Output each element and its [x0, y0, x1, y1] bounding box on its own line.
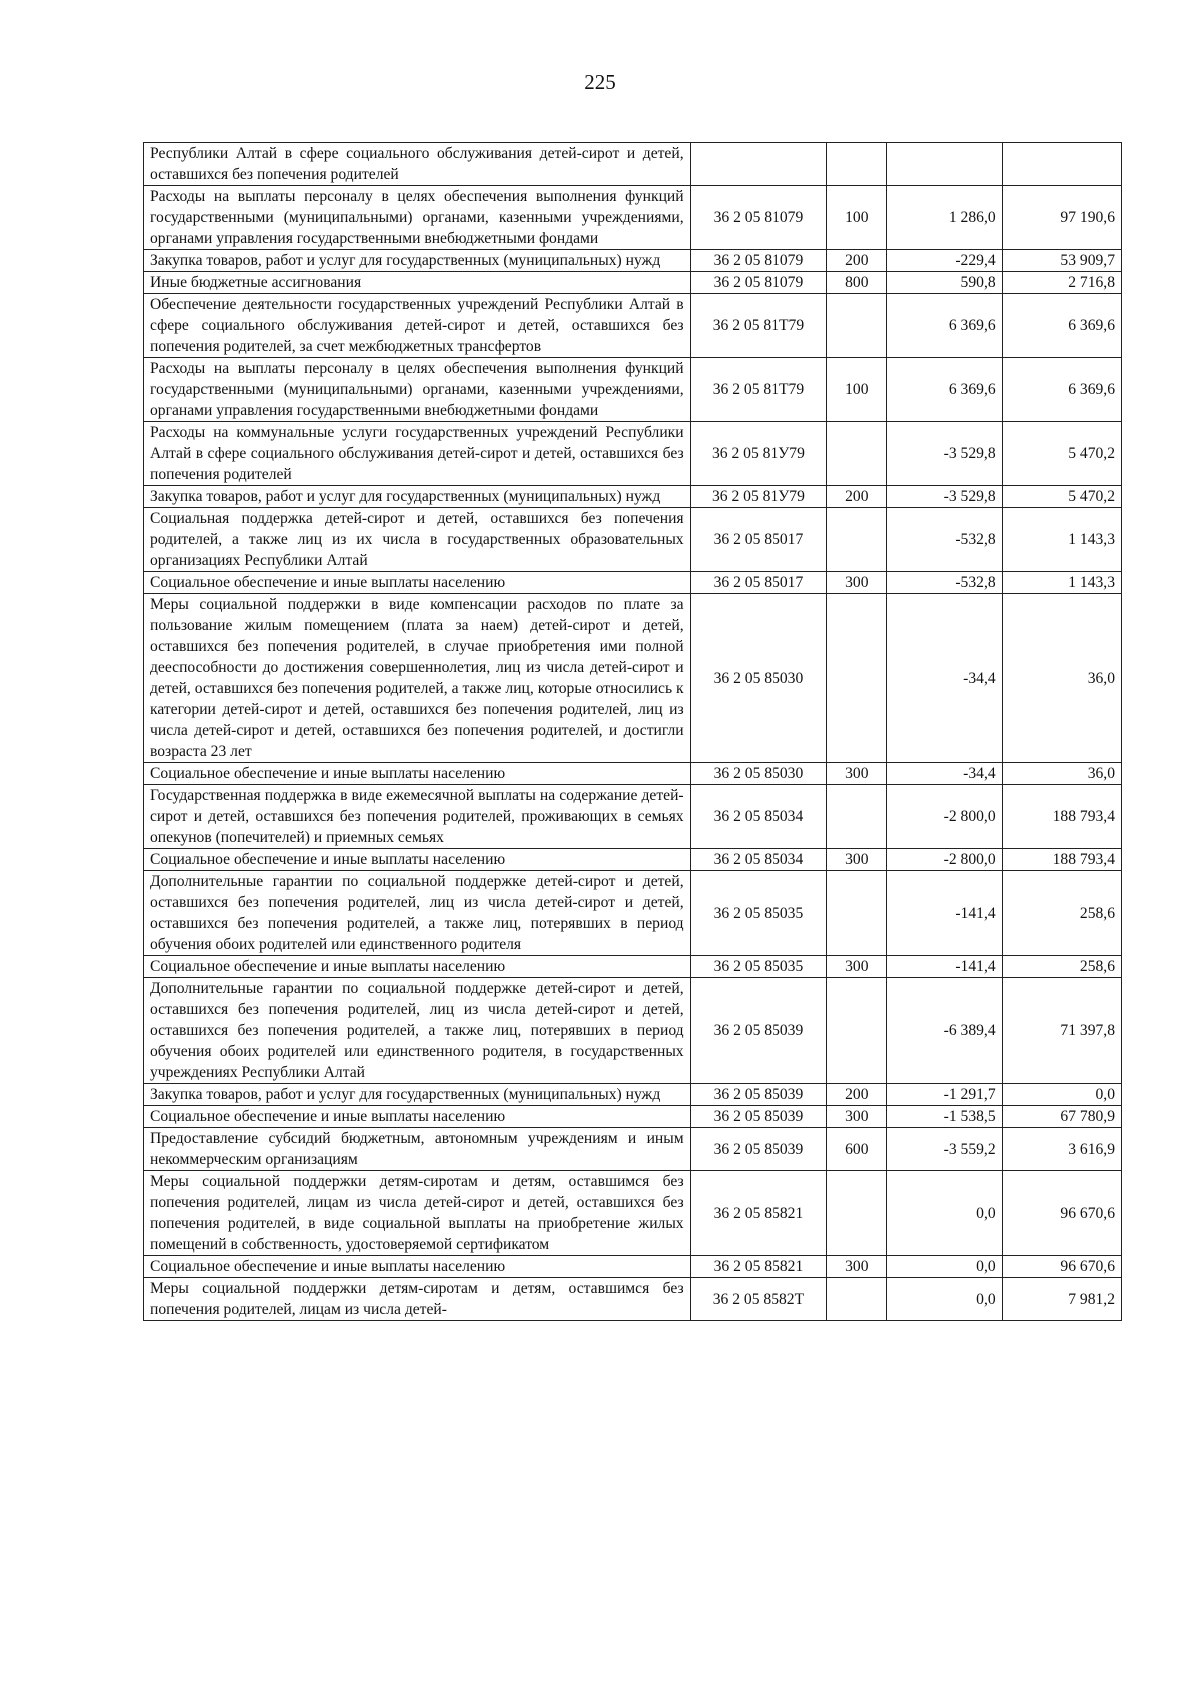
row-target-code: 36 2 05 85030 [690, 594, 827, 763]
row-expense-type [827, 785, 887, 849]
row-change-amount: 6 369,6 [887, 294, 1002, 358]
row-change-amount: -532,8 [887, 572, 1002, 594]
row-total-amount: 53 909,7 [1002, 250, 1121, 272]
row-expense-type: 800 [827, 272, 887, 294]
budget-table [143, 142, 1122, 1321]
row-change-amount: 1 286,0 [887, 186, 1002, 250]
table-row [144, 358, 1122, 422]
row-change-amount: 0,0 [887, 1171, 1002, 1256]
row-expense-type: 600 [827, 1128, 887, 1171]
budget-table-body [144, 143, 1122, 1321]
row-change-amount: -3 529,8 [887, 486, 1002, 508]
row-expense-type: 200 [827, 486, 887, 508]
row-total-amount: 258,6 [1002, 871, 1121, 956]
row-change-amount: -141,4 [887, 871, 1002, 956]
row-target-code [690, 143, 827, 186]
row-total-amount: 258,6 [1002, 956, 1121, 978]
row-target-code: 36 2 05 81079 [690, 186, 827, 250]
table-row [144, 272, 1122, 294]
row-description: Закупка товаров, работ и услуг для государственных (муниципальных) нужд [144, 250, 691, 272]
table-row [144, 572, 1122, 594]
row-description: Социальная поддержка детей-сирот и детей, оставшихся без попечения родителей, а также лиц из их числа в государственных образовательных организациях Республики Алтай [144, 508, 691, 572]
row-expense-type: 300 [827, 572, 887, 594]
row-change-amount: -141,4 [887, 956, 1002, 978]
row-total-amount: 36,0 [1002, 594, 1121, 763]
row-expense-type [827, 294, 887, 358]
row-description: Дополнительные гарантии по социальной поддержке детей-сирот и детей, оставшихся без попечения родителей, лиц из числа детей-сирот и детей, оставшихся без попечения родителей, а также лиц, потерявших в период обучения обоих родителей или единственного родителя, в государственных учреждениях Республики Алтай [144, 978, 691, 1084]
row-target-code: 36 2 05 8582Т [690, 1278, 827, 1321]
table-row [144, 1256, 1122, 1278]
row-expense-type: 100 [827, 186, 887, 250]
row-description: Расходы на выплаты персоналу в целях обеспечения выполнения функций государственными (муниципальными) органами, казенными учреждениями, органами управления государственными внебюджетными фондами [144, 358, 691, 422]
row-change-amount: -2 800,0 [887, 785, 1002, 849]
table-row [144, 785, 1122, 849]
row-change-amount [887, 143, 1002, 186]
table-row [144, 871, 1122, 956]
row-target-code: 36 2 05 81У79 [690, 486, 827, 508]
table-row [144, 1171, 1122, 1256]
row-target-code: 36 2 05 81У79 [690, 422, 827, 486]
row-description: Социальное обеспечение и иные выплаты населению [144, 849, 691, 871]
table-row [144, 1084, 1122, 1106]
row-expense-type [827, 594, 887, 763]
table-row [144, 978, 1122, 1084]
row-target-code: 36 2 05 85035 [690, 871, 827, 956]
row-target-code: 36 2 05 85030 [690, 763, 827, 785]
row-total-amount: 67 780,9 [1002, 1106, 1121, 1128]
row-description: Предоставление субсидий бюджетным, автономным учреждениям и иным некоммерческим организациям [144, 1128, 691, 1171]
row-target-code: 36 2 05 85035 [690, 956, 827, 978]
row-change-amount: -34,4 [887, 594, 1002, 763]
row-expense-type [827, 1171, 887, 1256]
row-total-amount: 97 190,6 [1002, 186, 1121, 250]
row-total-amount: 71 397,8 [1002, 978, 1121, 1084]
row-expense-type [827, 978, 887, 1084]
row-change-amount: -1 538,5 [887, 1106, 1002, 1128]
row-description: Социальное обеспечение и иные выплаты населению [144, 1256, 691, 1278]
row-description: Дополнительные гарантии по социальной поддержке детей-сирот и детей, оставшихся без попечения родителей, лиц из числа детей-сирот и детей, оставшихся без попечения родителей, а также лиц, потерявших в период обучения обоих родителей или единственного родителя [144, 871, 691, 956]
row-change-amount: -2 800,0 [887, 849, 1002, 871]
row-expense-type [827, 508, 887, 572]
table-row [144, 486, 1122, 508]
row-description: Обеспечение деятельности государственных учреждений Республики Алтай в сфере социального обслуживания детей-сирот и детей, оставшихся без попечения родителей, за счет межбюджетных трансфертов [144, 294, 691, 358]
table-row [144, 294, 1122, 358]
row-total-amount: 3 616,9 [1002, 1128, 1121, 1171]
row-target-code: 36 2 05 81Т79 [690, 358, 827, 422]
table-row [144, 508, 1122, 572]
row-expense-type [827, 143, 887, 186]
table-row [144, 1106, 1122, 1128]
row-change-amount: -1 291,7 [887, 1084, 1002, 1106]
row-total-amount: 5 470,2 [1002, 486, 1121, 508]
row-change-amount: 590,8 [887, 272, 1002, 294]
row-expense-type: 100 [827, 358, 887, 422]
row-target-code: 36 2 05 85821 [690, 1171, 827, 1256]
row-description: Меры социальной поддержки детям-сиротам и детям, оставшимся без попечения родителей, лицам из числа детей-сирот и детей, оставшихся без попечения родителей, в виде социальной выплаты на приобретение жилых помещений в собственность, удостоверяемой сертификатом [144, 1171, 691, 1256]
row-target-code: 36 2 05 81Т79 [690, 294, 827, 358]
row-target-code: 36 2 05 85039 [690, 1084, 827, 1106]
row-expense-type: 300 [827, 763, 887, 785]
table-row [144, 849, 1122, 871]
row-total-amount: 1 143,3 [1002, 572, 1121, 594]
row-expense-type [827, 871, 887, 956]
row-description: Расходы на выплаты персоналу в целях обеспечения выполнения функций государственными (муниципальными) органами, казенными учреждениями, органами управления государственными внебюджетными фондами [144, 186, 691, 250]
row-target-code: 36 2 05 81079 [690, 250, 827, 272]
row-total-amount: 96 670,6 [1002, 1171, 1121, 1256]
row-change-amount: 6 369,6 [887, 358, 1002, 422]
row-expense-type [827, 1278, 887, 1321]
row-total-amount: 1 143,3 [1002, 508, 1121, 572]
row-total-amount: 5 470,2 [1002, 422, 1121, 486]
row-description: Меры социальной поддержки в виде компенсации расходов по плате за пользование жилым помещением (плата за наем) детей-сирот и детей, оставшихся без попечения родителей, в случае приобретения ими полной дееспособности до достижения совершеннолетия, лиц из числа детей-сирот и детей, оставшихся без попечения родителей, а также лиц, которые относились к категории детей-сирот и детей, оставшихся без попечения родителей, лиц из числа детей-сирот и детей, оставшихся без попечения родителей, и достигли возраста 23 лет [144, 594, 691, 763]
table-row [144, 143, 1122, 186]
row-target-code: 36 2 05 85821 [690, 1256, 827, 1278]
row-description: Иные бюджетные ассигнования [144, 272, 691, 294]
row-description: Социальное обеспечение и иные выплаты населению [144, 1106, 691, 1128]
row-expense-type: 300 [827, 849, 887, 871]
row-expense-type: 200 [827, 250, 887, 272]
row-change-amount: -229,4 [887, 250, 1002, 272]
row-change-amount: -3 529,8 [887, 422, 1002, 486]
row-description: Меры социальной поддержки детям-сиротам и детям, оставшимся без попечения родителей, лицам из числа детей- [144, 1278, 691, 1321]
row-total-amount: 2 716,8 [1002, 272, 1121, 294]
page-number: 225 [584, 70, 616, 94]
table-row [144, 1278, 1122, 1321]
row-description: Социальное обеспечение и иные выплаты населению [144, 956, 691, 978]
row-total-amount: 6 369,6 [1002, 358, 1121, 422]
row-target-code: 36 2 05 85034 [690, 849, 827, 871]
row-total-amount: 6 369,6 [1002, 294, 1121, 358]
row-change-amount: 0,0 [887, 1278, 1002, 1321]
row-target-code: 36 2 05 85034 [690, 785, 827, 849]
row-change-amount: -34,4 [887, 763, 1002, 785]
table-row [144, 1128, 1122, 1171]
row-description: Расходы на коммунальные услуги государственных учреждений Республики Алтай в сфере социального обслуживания детей-сирот и детей, оставшихся без попечения родителей [144, 422, 691, 486]
row-description: Государственная поддержка в виде ежемесячной выплаты на содержание детей-сирот и детей, оставшихся без попечения родителей, проживающих в семьях опекунов (попечителей) и приемных семьях [144, 785, 691, 849]
row-total-amount: 0,0 [1002, 1084, 1121, 1106]
row-description: Социальное обеспечение и иные выплаты населению [144, 763, 691, 785]
row-target-code: 36 2 05 85039 [690, 1128, 827, 1171]
table-row [144, 422, 1122, 486]
row-expense-type [827, 422, 887, 486]
row-total-amount: 96 670,6 [1002, 1256, 1121, 1278]
row-total-amount: 36,0 [1002, 763, 1121, 785]
row-expense-type: 300 [827, 1256, 887, 1278]
row-target-code: 36 2 05 85039 [690, 1106, 827, 1128]
row-total-amount: 188 793,4 [1002, 849, 1121, 871]
row-expense-type: 300 [827, 956, 887, 978]
row-description: Социальное обеспечение и иные выплаты населению [144, 572, 691, 594]
row-target-code: 36 2 05 85017 [690, 508, 827, 572]
row-expense-type: 200 [827, 1084, 887, 1106]
table-row [144, 956, 1122, 978]
row-total-amount: 188 793,4 [1002, 785, 1121, 849]
row-total-amount: 7 981,2 [1002, 1278, 1121, 1321]
row-target-code: 36 2 05 81079 [690, 272, 827, 294]
row-total-amount [1002, 143, 1121, 186]
row-expense-type: 300 [827, 1106, 887, 1128]
row-target-code: 36 2 05 85017 [690, 572, 827, 594]
table-row [144, 186, 1122, 250]
row-change-amount: 0,0 [887, 1256, 1002, 1278]
row-description: Республики Алтай в сфере социального обслуживания детей-сирот и детей, оставшихся без попечения родителей [144, 143, 691, 186]
row-change-amount: -6 389,4 [887, 978, 1002, 1084]
row-change-amount: -3 559,2 [887, 1128, 1002, 1171]
table-row [144, 594, 1122, 763]
row-target-code: 36 2 05 85039 [690, 978, 827, 1084]
row-description: Закупка товаров, работ и услуг для государственных (муниципальных) нужд [144, 1084, 691, 1106]
row-change-amount: -532,8 [887, 508, 1002, 572]
row-description: Закупка товаров, работ и услуг для государственных (муниципальных) нужд [144, 486, 691, 508]
table-row [144, 250, 1122, 272]
table-row [144, 763, 1122, 785]
